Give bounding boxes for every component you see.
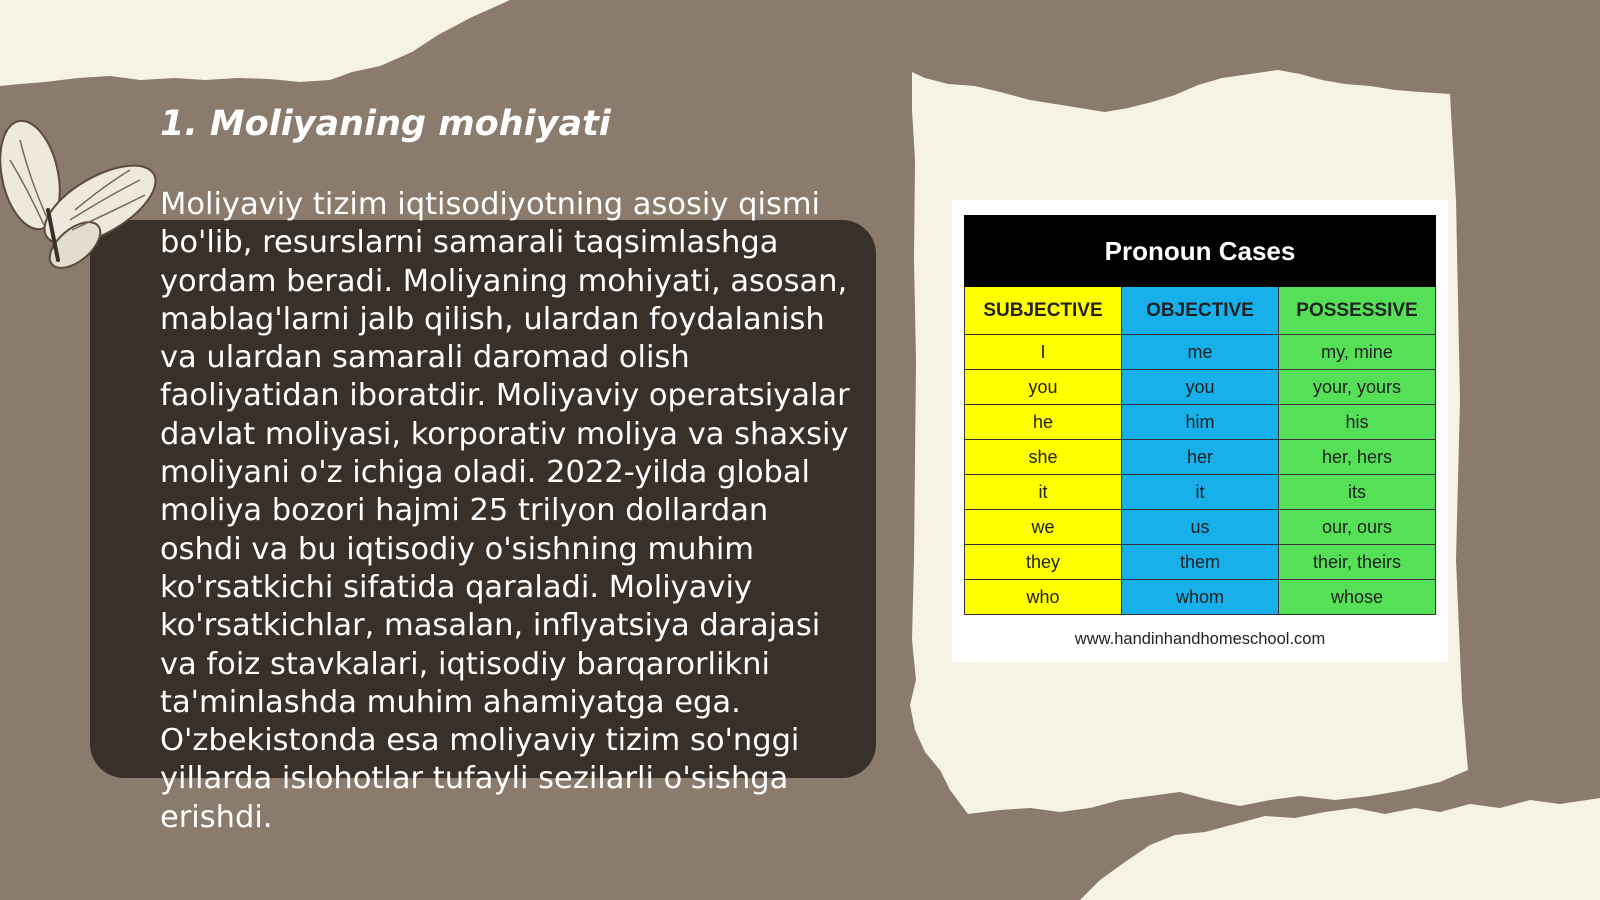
pronoun-cases-table [964, 215, 1436, 615]
header-subjective: SUBJECTIVE [965, 287, 1122, 335]
table-cell: me [1122, 335, 1279, 370]
butterfly-icon [0, 110, 170, 280]
table-cell: its [1279, 475, 1436, 510]
table-cell: her, hers [1279, 440, 1436, 475]
table-row [965, 545, 1436, 580]
slide-title: 1. Moliyaning mohiyati [160, 104, 611, 144]
table-cell: she [965, 440, 1122, 475]
table-cell: whom [1122, 580, 1279, 615]
torn-paper-top-left [0, 0, 510, 86]
table-row [965, 405, 1436, 440]
table-cell: your, yours [1279, 370, 1436, 405]
table-cell: her [1122, 440, 1279, 475]
table-cell: him [1122, 405, 1279, 440]
table-cell: his [1279, 405, 1436, 440]
table-cell: I [965, 335, 1122, 370]
table-row [965, 580, 1436, 615]
table-caption-row [965, 216, 1436, 287]
table-cell: it [1122, 475, 1279, 510]
table-cell: my, mine [1279, 335, 1436, 370]
table-cell: whose [1279, 580, 1436, 615]
table-cell: we [965, 510, 1122, 545]
table-cell: he [965, 405, 1122, 440]
table-cell: our, ours [1279, 510, 1436, 545]
table-cell: they [965, 545, 1122, 580]
torn-paper-bottom-right [1080, 798, 1600, 900]
header-objective: OBJECTIVE [1122, 287, 1279, 335]
table-cell: you [965, 370, 1122, 405]
table-row [965, 335, 1436, 370]
image-credit-url: www.handinhandhomeschool.com [1074, 630, 1326, 648]
table-row [965, 440, 1436, 475]
table-caption: Pronoun Cases [965, 216, 1436, 287]
slide-body-text: Moliyaviy tizim iqtisodiyotning asosiy qismi bo'lib, resurslarni samarali taqsimlashga yordam beradi. Moliyaning mohiyati, asosan, mablag'larni jalb qilish, ulardan foydalanish va ulardan samarali daromad olish faoliyatidan iboratdir. Moliyaviy operatsiyalar davlat moliyasi, korporativ moliya va shaxsiy moliyani o'z ichiga oladi. 2022-yilda global moliya bozori hajmi 25 trilyon dollardan oshdi va bu iqtisodiy o'sishning muhim ko'rsatkichi sifatida qaraladi. Moliyaviy ko'rsatkichlar, masalan, inflyatsiya darajasi va foiz stavkalari, iqtisodiy barqarorlikni ta'minlashda muhim ahamiyatga ega. O'zbekistonda esa moliyaviy tizim so'nggi yillarda islohotlar tufayli sezilarli o'sishga erishdi. [160, 187, 850, 835]
table-cell: who [965, 580, 1122, 615]
table-row [965, 370, 1436, 405]
header-possessive: POSSESSIVE [1279, 287, 1436, 335]
table-row [965, 510, 1436, 545]
table-cell: you [1122, 370, 1279, 405]
table-row [965, 475, 1436, 510]
table-cell: us [1122, 510, 1279, 545]
table-cell: their, theirs [1279, 545, 1436, 580]
table-cell: it [965, 475, 1122, 510]
table-cell: them [1122, 545, 1279, 580]
pronoun-cases-image [952, 200, 1448, 662]
table-header-row [965, 287, 1436, 335]
